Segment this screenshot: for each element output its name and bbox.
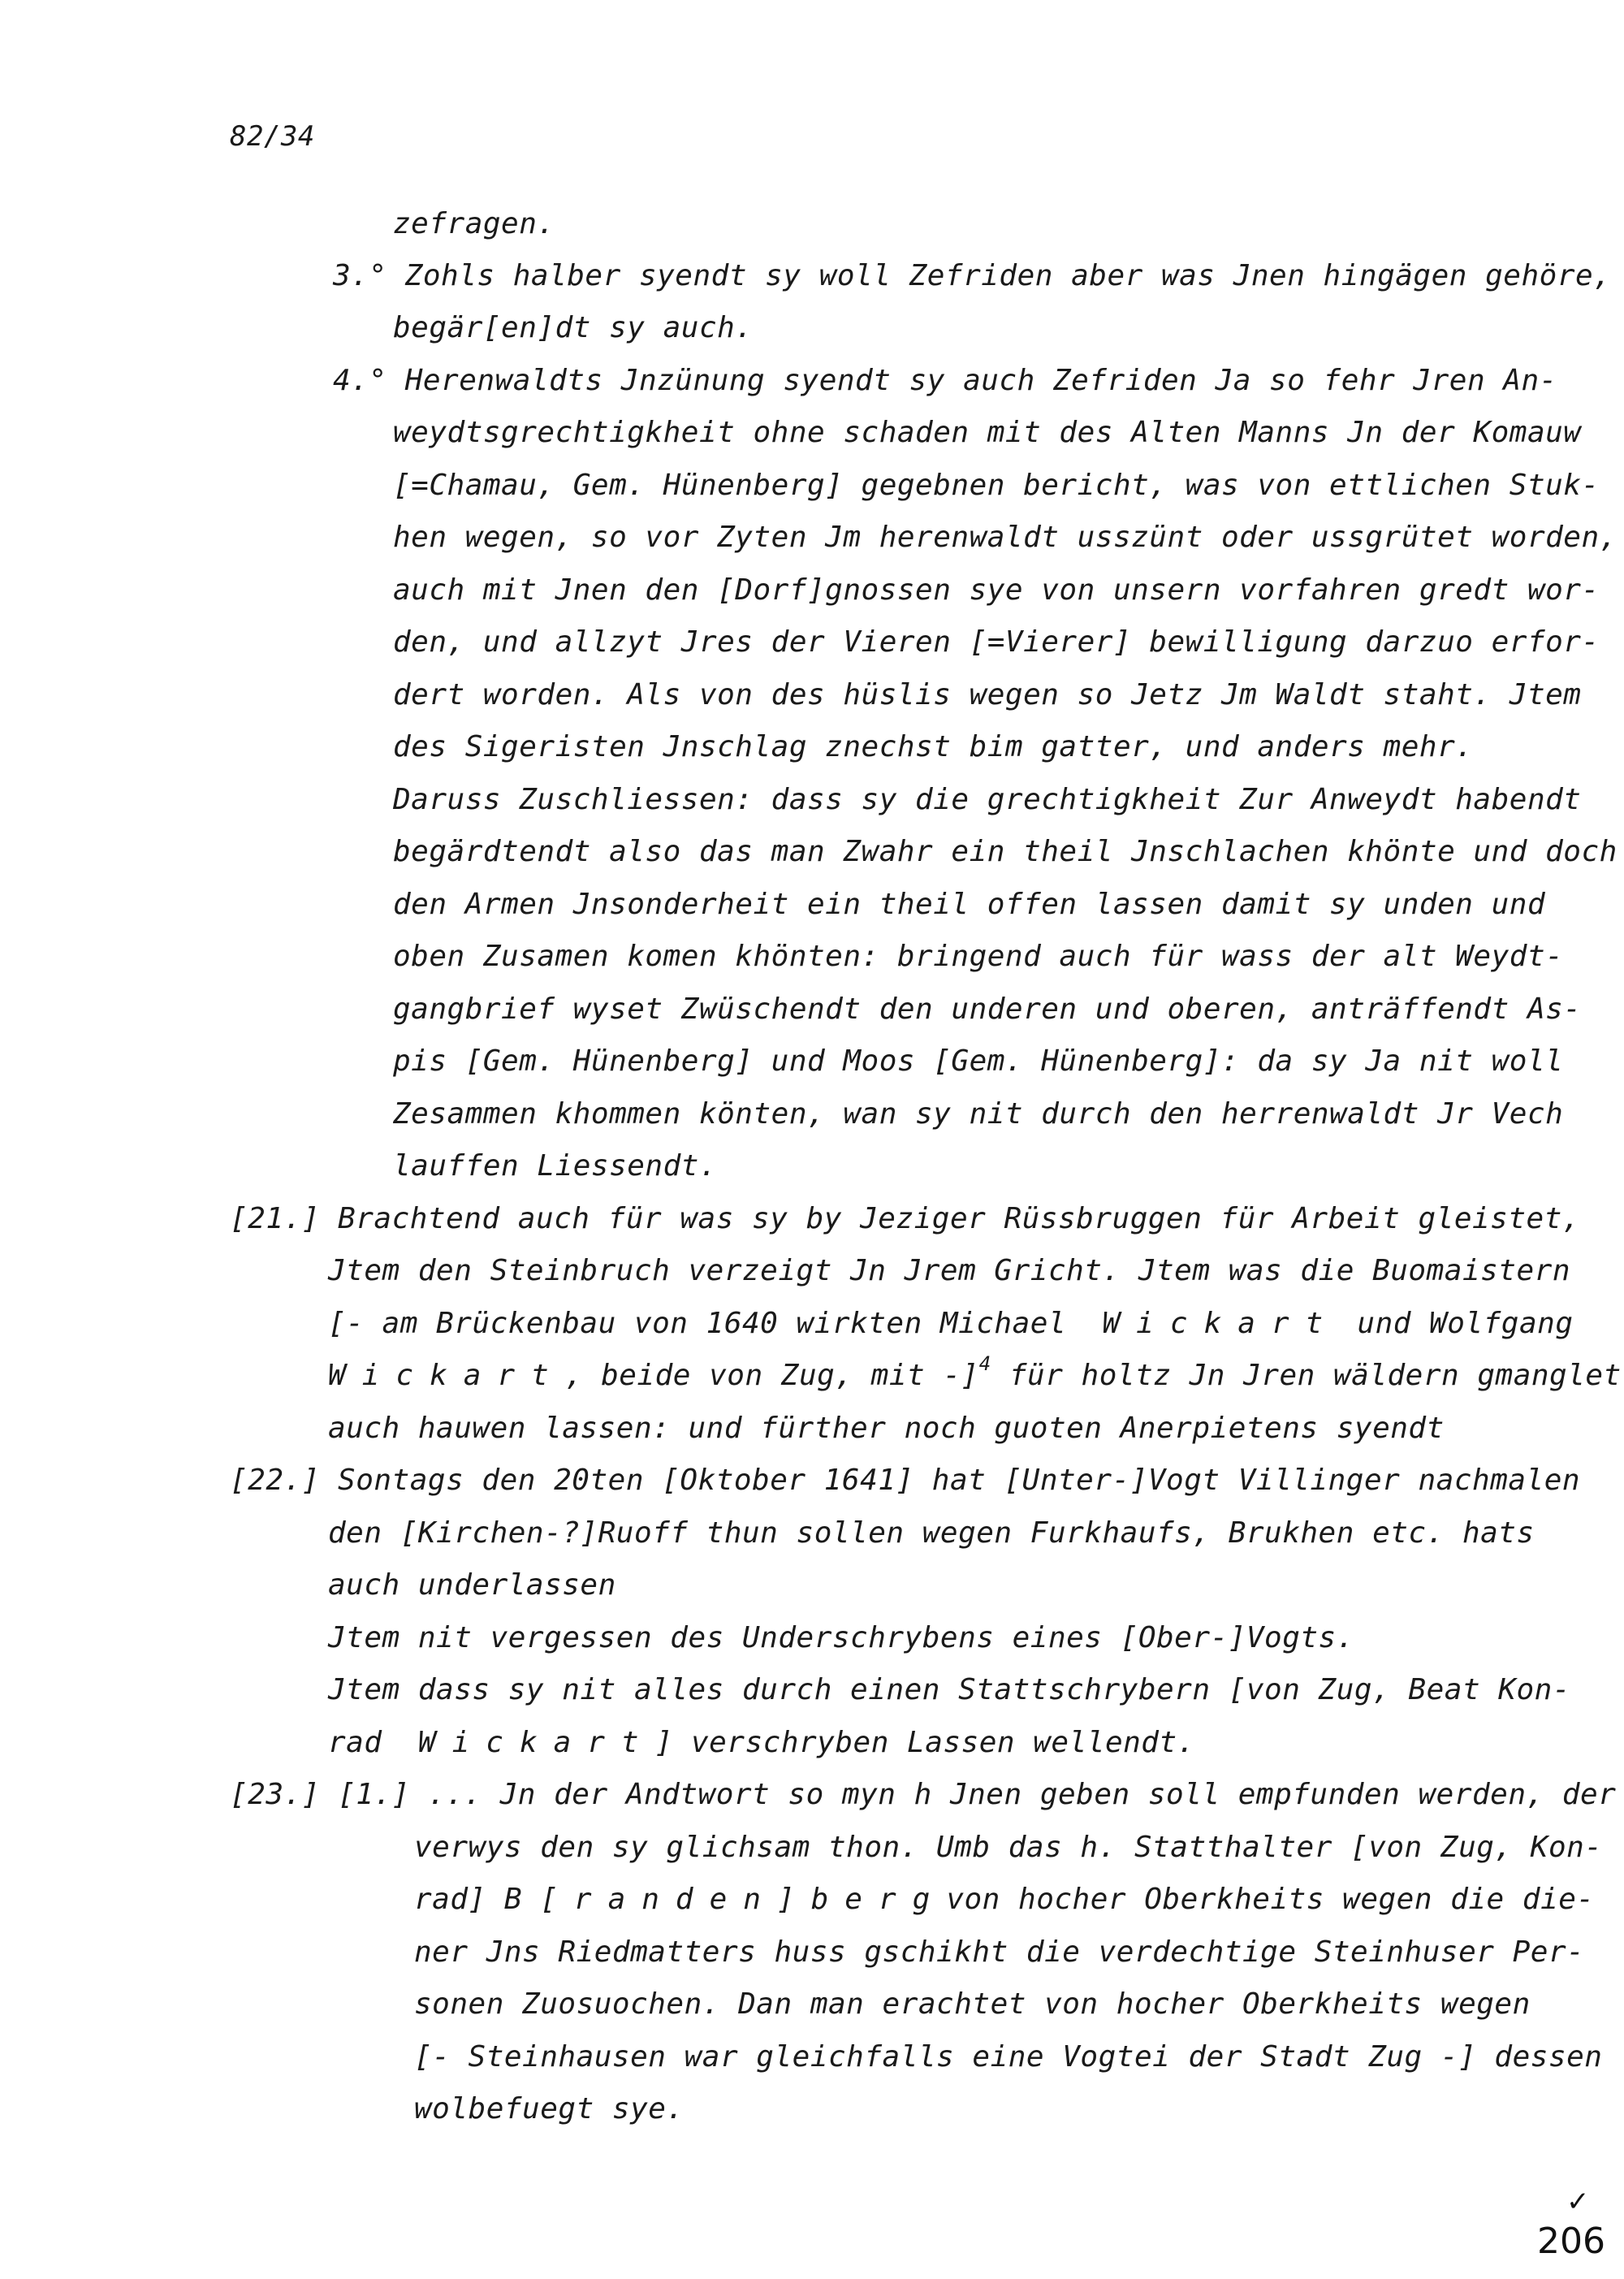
text-line: [21.] Brachtend auch für was sy by Jeziger Rüssbruggen für Arbeit gleistet, bbox=[230, 1202, 1581, 1235]
text-line: gangbrief wyset Zwüschendt den underen und oberen, anträffendt As- bbox=[393, 992, 1582, 1026]
text-line: wolbefuegt sye. bbox=[414, 2092, 685, 2125]
footnote-marker: 4 bbox=[978, 1352, 991, 1375]
spaced-name: [randen]berg bbox=[540, 1883, 947, 1916]
text-line: [23.] [1.] ... Jn der Andtwort so myn h Jnen geben soll empfunden werden, der bbox=[230, 1778, 1617, 1811]
text-line: weydtsgrechtigkheit ohne schaden mit des Alten Manns Jn der Komauw bbox=[393, 416, 1582, 449]
text-line: Jtem den Steinbruch verzeigt Jn Jrem Gricht. Jtem was die Buomaistern bbox=[328, 1254, 1570, 1287]
text-line: verwys den sy glichsam thon. Umb das h. Statthalter [von Zug, Kon- bbox=[414, 1831, 1603, 1864]
text-line: [- Steinhausen war gleichfalls eine Vogtei der Stadt Zug -] dessen bbox=[414, 2040, 1603, 2074]
text-segment: von hocher Oberkheits wegen die die- bbox=[946, 1883, 1595, 1916]
check-mark-icon: ✓ bbox=[1566, 2186, 1590, 2218]
spaced-name: Wickart bbox=[417, 1726, 655, 1759]
text-segment: , beide von Zug, mit -] bbox=[564, 1359, 979, 1392]
text-line: oben Zusamen komen khönten: bringend auch für wass der alt Weydt- bbox=[393, 940, 1564, 973]
text-line: ner Jns Riedmatters huss gschikht die verdechtige Steinhuser Per- bbox=[414, 1935, 1585, 1969]
text-segment: [- am Brückenbau von 1640 wirkten Michael bbox=[328, 1307, 1067, 1340]
text-line: auch hauwen lassen: und fürther noch guoten Anerpietens syendt bbox=[328, 1412, 1445, 1445]
text-line: auch mit Jnen den [Dorf]gnossen sye von unsern vorfahren gredt wor- bbox=[393, 573, 1600, 607]
text-line: 3.° Zohls halber syendt sy woll Zefriden aber was Jnen hingägen gehöre, bbox=[333, 259, 1612, 292]
spaced-name: Wickart bbox=[1102, 1307, 1340, 1340]
text-line: Daruss Zuschliessen: dass sy die grechtigkheit Zur Anweydt habendt bbox=[393, 783, 1582, 816]
text-line bbox=[328, 1306, 1574, 1342]
text-line: des Sigeristen Jnschlag znechst bim gatter, und anders mehr. bbox=[393, 730, 1474, 763]
text-line: sonen Zuosuochen. Dan man erachtet von hocher Oberkheits wegen bbox=[414, 1987, 1531, 2021]
text-line: pis [Gem. Hünenberg] und Moos [Gem. Hünenberg]: da sy Ja nit woll bbox=[393, 1044, 1564, 1078]
text-segment: und Wolfgang bbox=[1357, 1307, 1574, 1340]
page-reference: 82/34 bbox=[230, 120, 315, 153]
text-line: zefragen. bbox=[393, 207, 555, 240]
text-segment: rad] B bbox=[414, 1883, 523, 1916]
text-line: Zesammen khommen könten, wan sy nit durch den herrenwaldt Jr Vech bbox=[393, 1097, 1564, 1131]
text-line: begärdtendt also das man Zwahr ein theil Jnschlachen khönte und doch bbox=[393, 835, 1618, 868]
text-line: [=Chamau, Gem. Hünenberg] gegebnen bericht, was von ettlichen Stuk- bbox=[393, 469, 1600, 502]
text-line: Jtem nit vergessen des Underschrybens eines [Ober-]Vogts. bbox=[328, 1621, 1354, 1654]
text-segment: ] verschryben Lassen wellendt. bbox=[654, 1726, 1195, 1759]
text-line: Jtem dass sy nit alles durch einen Stattschrybern [von Zug, Beat Kon- bbox=[328, 1673, 1570, 1706]
text-line: 4.° Herenwaldts Jnzünung syendt sy auch Zefriden Ja so fehr Jren An- bbox=[333, 364, 1557, 397]
text-line: dert worden. Als von des hüslis wegen so Jetz Jm Waldt staht. Jtem bbox=[393, 678, 1582, 711]
text-line: hen wegen, so vor Zyten Jm herenwaldt usszünt oder ussgrütet worden, bbox=[393, 521, 1618, 554]
text-line: [22.] Sontags den 20ten [Oktober 1641] hat [Unter-]Vogt Villinger nachmalen bbox=[230, 1464, 1581, 1497]
text-line: lauffen Liessendt. bbox=[393, 1149, 718, 1183]
text-line bbox=[328, 1352, 1622, 1394]
text-line: den, und allzyt Jres der Vieren [=Vierer] bewilligung darzuo erfor- bbox=[393, 625, 1600, 659]
handwritten-folio-number: 206 bbox=[1537, 2221, 1605, 2262]
text-line bbox=[328, 1725, 1195, 1761]
text-segment: rad bbox=[328, 1726, 382, 1759]
text-line: begär[en]dt sy auch. bbox=[393, 311, 754, 344]
spaced-name: Wickart bbox=[328, 1359, 565, 1392]
text-line bbox=[414, 1882, 1595, 1918]
text-line: den Armen Jnsonderheit ein theil offen lassen damit sy unden und bbox=[393, 888, 1546, 921]
text-line: auch underlassen bbox=[328, 1568, 616, 1602]
text-segment: für holtz Jn Jren wäldern gmanglet bbox=[991, 1359, 1622, 1392]
text-line: den [Kirchen-?]Ruoff thun sollen wegen Furkhaufs, Brukhen etc. hats bbox=[328, 1516, 1535, 1550]
